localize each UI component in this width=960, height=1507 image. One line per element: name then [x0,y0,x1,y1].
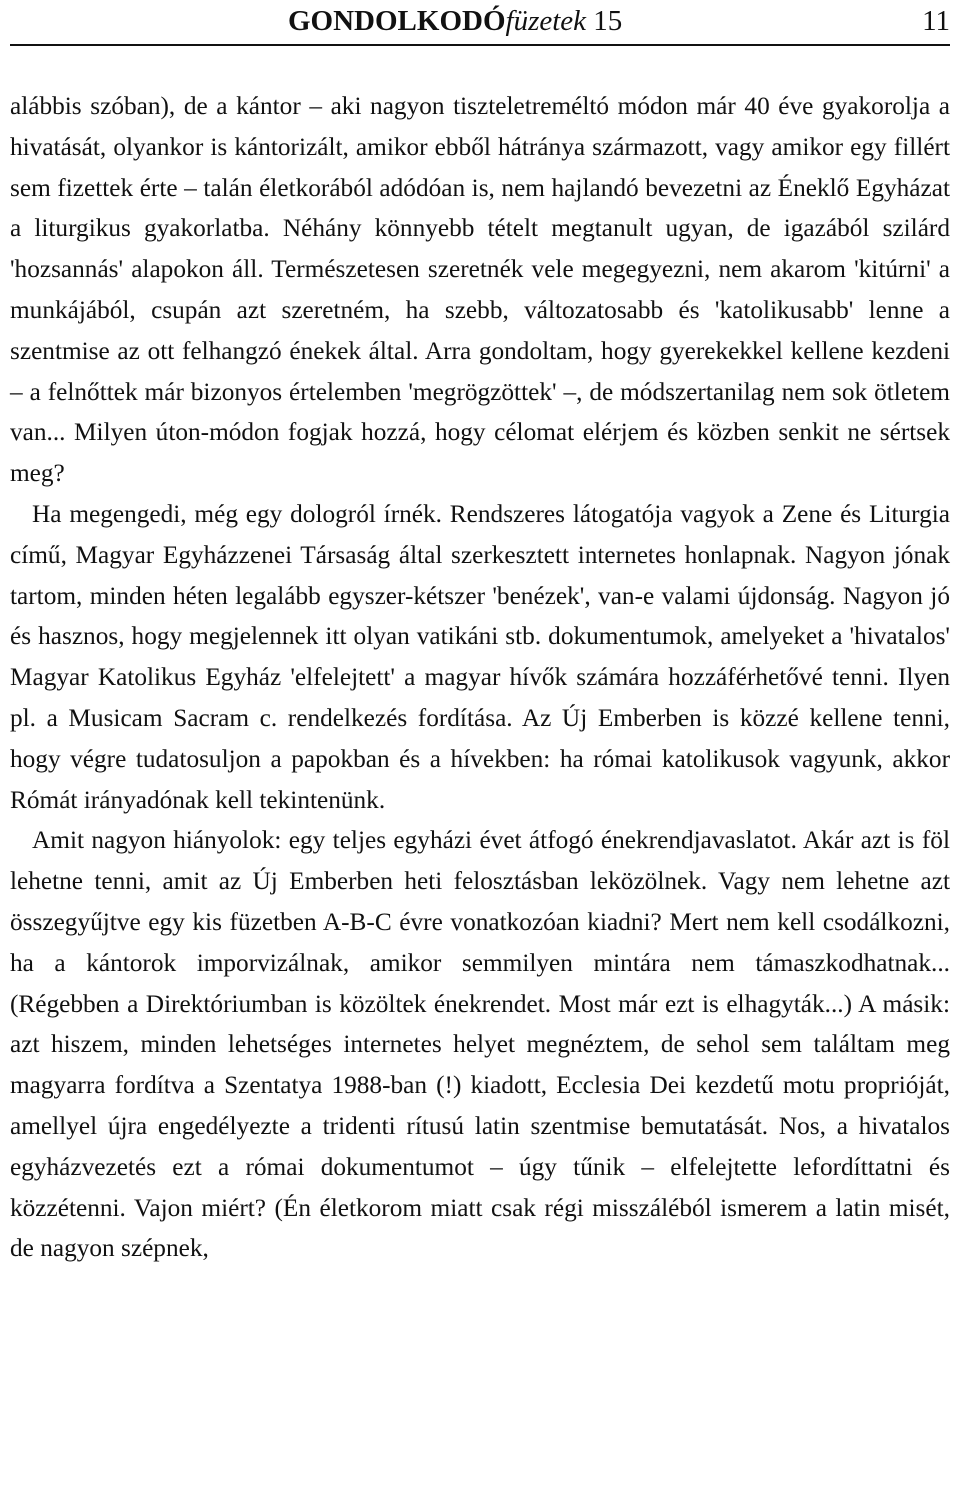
paragraph-1: alábbis szóban), de a kántor – aki nagyon tiszteletreméltó módon már 40 éve gyakorolja a hivatását, olyankor is kántorizált, amikor ebből hátránya származott, vagy amikor egy fillért sem fizettek érte – talán életkorából adódóan is, nem hajlandó bevezetni az Éneklő Egyházat a liturgikus gyakorlatba. Néhány könnyebb tételt megtanult ugyan, de igazából szilárd 'hozsannás' alapokon áll. Természetesen szeretnék vele megegyezni, nem akarom 'kitúrni' a munkájából, csupán azt szeretném, ha szebb, változatosabb és 'katolikusabb' lenne a szentmise az ott felhangzó énekek által. Arra gondoltam, hogy gyerekekkel kellene kezdeni – a felnőttek már bizonyos értelemben 'megrögzöttek' –, de módszertanilag nem sok ötletem van... Milyen úton-módon fogjak hozzá, hogy célomat elérjem és közben senkit ne sértsek meg? [10,92,950,488]
publication-series: füzetek [505,5,587,37]
running-title [288,4,622,38]
page-header [0,0,960,50]
page-number: 11 [922,5,950,37]
header-divider [10,44,950,46]
paragraph-2: Ha megengedi, még egy dologról írnék. Rendszeres látogatója vagyok a Zene és Liturgia című, Magyar Egyházzenei Társaság által szerkesztett internetes honlapnak. Nagyon jónak tartom, minden héten legalább egyszer-kétszer 'benézek', van-e valami újdonság. Nagyon jó és hasznos, hogy megjelennek itt olyan vatikáni stb. dokumentumok, amelyeket a 'hivatalos' Magyar Katolikus Egyház 'elfelejtett' a magyar hívők számára hozzáférhetővé tenni. Ilyen pl. a Musicam Sacram c. rendelkezés fordítása. Az Új Emberben is közzé kellene tenni, hogy végre tudatosuljon a papokban és a hívekben: ha római katolikusok vagyunk, akkor Rómát irányadónak kell tekintenünk. [10,499,950,814]
publication-brand: GONDOLKODÓ [288,5,506,37]
paragraph-3: Amit nagyon hiányolok: egy teljes egyházi évet átfogó énekrendjavaslatot. Akár azt is föl lehetne tenni, amit az Új Emberben heti felosztásban leközölnek. Vagy nem lehetne azt összegyűjtve egy kis füzetben A-B-C évre vonatkozóan kiadni? Mert nem kell csodálkozni, ha a kántorok imporvizálnak, amikor semmilyen mintára nem támaszkodhatnak... (Régebben a Direktóriumban is közöltek énekrendet. Most már ezt is elhagyták...) A másik: azt hiszem, minden lehetséges internetes helyet megnéztem, de sehol sem találtam meg magyarra fordítva a Szentatya 1988-ban (!) kiadott, Ecclesia Dei kezdetű motu proprióját, amellyel újra engedélyezte a tridenti rítusú latin szentmise bemutatását. Nos, a hivatalos egyházvezetés ezt a római dokumentumot – úgy tűnik – elfelejtette lefordíttatni és közzétenni. Vajon miért? (Én életkorom miatt csak régi misszáléból ismerem a latin misét, de nagyon szépnek, [10,826,950,1263]
issue-number: 15 [593,5,623,37]
article-body [10,86,950,1269]
